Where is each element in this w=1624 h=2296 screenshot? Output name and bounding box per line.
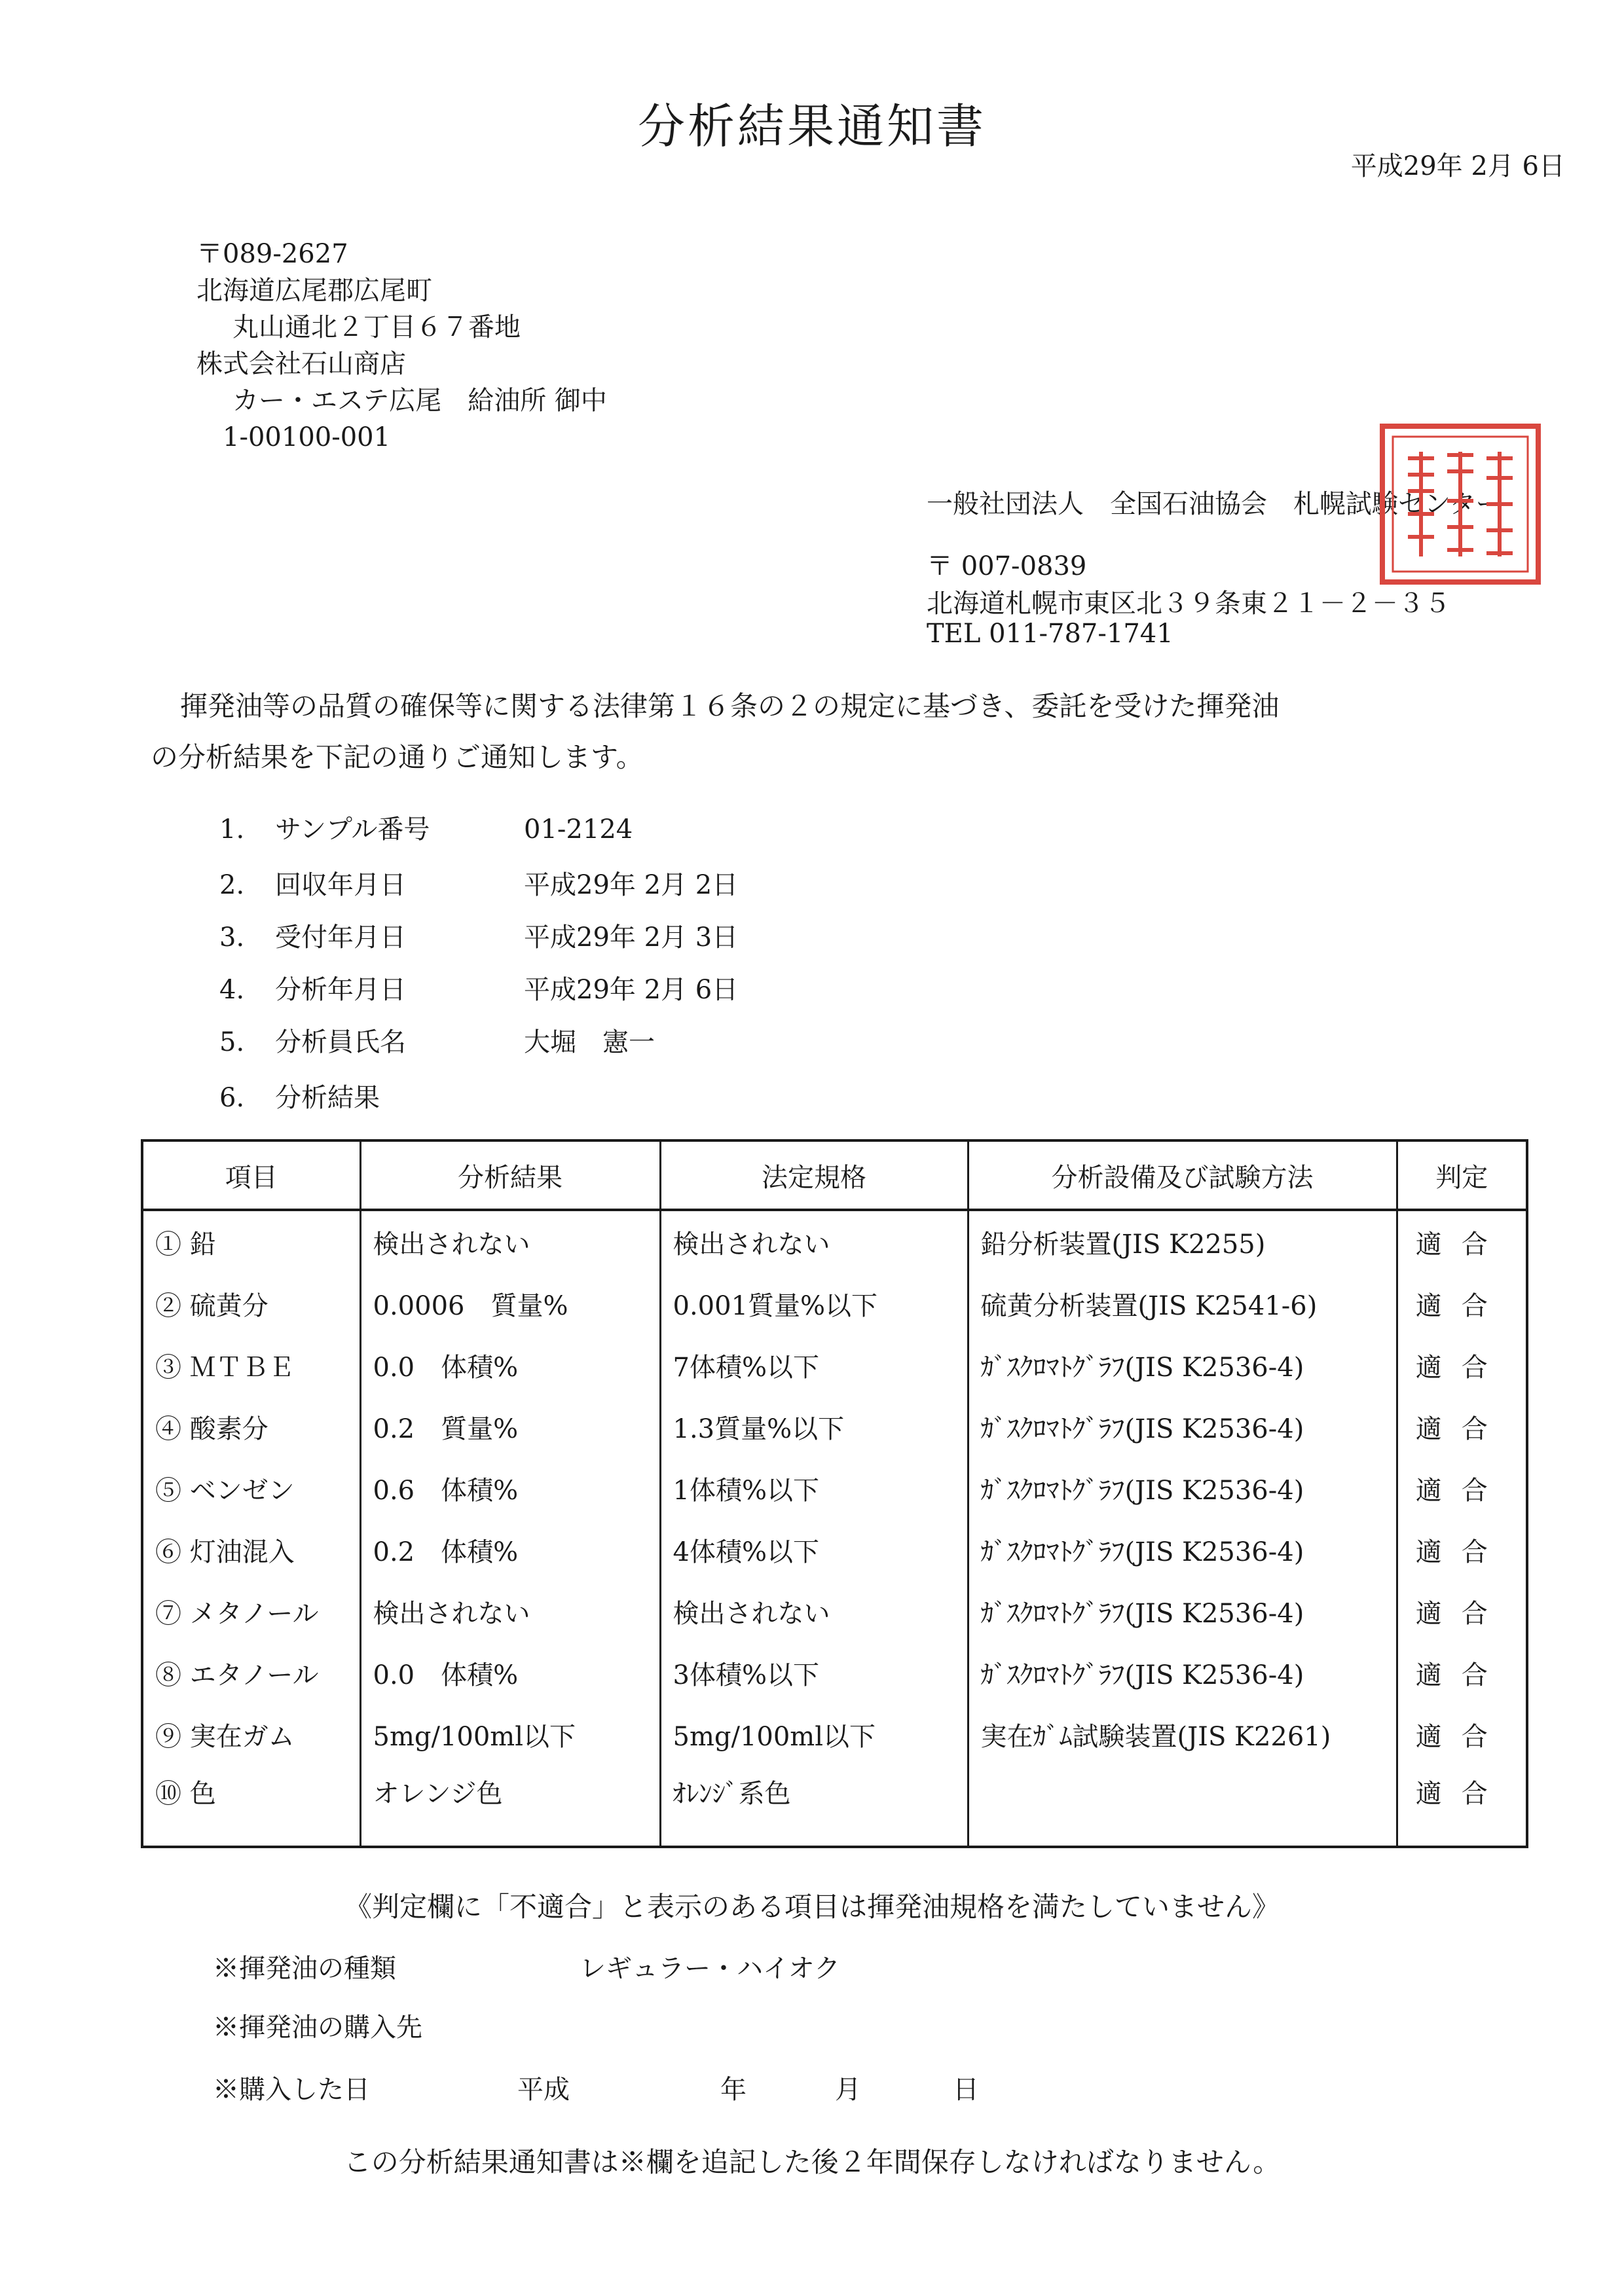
recipient-address-line1: 北海道広尾郡広尾町: [196, 276, 432, 306]
intro-line-2: の分析結果を下記の通りご通知します。: [151, 741, 644, 773]
sender-organization: 一般社団法人 全国石油協会 札幌試験センター: [927, 489, 1502, 519]
cell-standard: 7体積%以下: [660, 1334, 968, 1396]
cell-result: 0.0 体積%: [360, 1334, 660, 1396]
retention-footer: この分析結果通知書は※欄を追記した後２年間保存しなければなりません。: [343, 2146, 1281, 2178]
item-value: 平成29年 2月 6日: [524, 975, 739, 1005]
recipient-address-line2: 丸山通北２丁目６７番地: [232, 312, 521, 342]
cell-standard: 検出されない: [660, 1210, 968, 1273]
column-header-method: 分析設備及び試験方法: [968, 1140, 1397, 1210]
cell-standard: 0.001質量%以下: [660, 1273, 968, 1334]
cell-method: 硫黄分析装置(JIS K2541-6): [968, 1273, 1397, 1334]
cell-verdict: 適合: [1397, 1519, 1527, 1580]
item-label: 分析年月日: [275, 975, 406, 1005]
cell-method: 実在ｶﾞﾑ試験装置(JIS K2261): [968, 1704, 1397, 1765]
item-label: 分析結果: [275, 1083, 380, 1113]
table-row: [142, 1704, 1527, 1765]
cell-verdict: 適合: [1397, 1273, 1527, 1334]
cell-standard: 3体積%以下: [660, 1642, 968, 1704]
purchase-day: 日: [953, 2075, 979, 2105]
cell-verdict: 適合: [1397, 1210, 1527, 1273]
cell-item: ⑧ エタノール: [142, 1642, 360, 1704]
cell-method: ｶﾞｽｸﾛﾏﾄｸﾞﾗﾌ(JIS K2536-4): [968, 1519, 1397, 1580]
cell-method: 鉛分析装置(JIS K2255): [968, 1210, 1397, 1273]
info-item-results: [219, 1077, 524, 1114]
cell-result: 0.2 質量%: [360, 1396, 660, 1457]
analysis-results-table: [141, 1139, 1528, 1848]
cell-method: [968, 1765, 1397, 1847]
cell-item: ② 硫黄分: [142, 1273, 360, 1334]
item-number: 4.: [219, 975, 245, 1005]
item-value: 大堀 憲一: [524, 1027, 655, 1057]
fuel-type-value: レギュラー・ハイオク: [580, 1954, 840, 1984]
cell-item: ⑩ 色: [142, 1765, 360, 1847]
table-header-row: [142, 1140, 1527, 1210]
recipient-branch: カー・エステ広尾 給油所 御中: [232, 386, 607, 416]
cell-standard: 5mg/100ml以下: [660, 1704, 968, 1765]
cell-item: ⑤ ベンゼン: [142, 1457, 360, 1519]
fuel-type-label: ※揮発油の種類: [213, 1954, 396, 1984]
recipient-code: 1-00100-001: [223, 422, 391, 452]
recipient-postal: 〒089-2627: [196, 239, 348, 269]
cell-result: 0.6 体積%: [360, 1457, 660, 1519]
table-row: [142, 1519, 1527, 1580]
info-item-receipt-date: [219, 917, 738, 954]
item-value: 01-2124: [524, 814, 633, 845]
item-value: 平成29年 2月 2日: [524, 870, 739, 900]
cell-verdict: 適合: [1397, 1704, 1527, 1765]
info-item-analyst: [219, 1021, 655, 1059]
column-header-item: 項目: [142, 1140, 360, 1210]
table-row: [142, 1334, 1527, 1396]
intro-line-1: 揮発油等の品質の確保等に関する法律第１６条の２の規定に基づき、委託を受けた揮発油: [180, 690, 1280, 722]
purchase-year: 年: [720, 2075, 747, 2105]
cell-verdict: 適合: [1397, 1580, 1527, 1642]
cell-method: ｶﾞｽｸﾛﾏﾄｸﾞﾗﾌ(JIS K2536-4): [968, 1457, 1397, 1519]
item-value: 平成29年 2月 3日: [524, 922, 739, 953]
purchase-era: 平成: [517, 2075, 570, 2105]
column-header-result: 分析結果: [360, 1140, 660, 1210]
recipient-company: 株式会社石山商店: [196, 349, 406, 379]
item-label: 受付年月日: [275, 922, 406, 953]
cell-standard: ｵﾚﾝｼﾞ系色: [660, 1765, 968, 1847]
table-row: [142, 1642, 1527, 1704]
cell-result: 0.0 体積%: [360, 1642, 660, 1704]
cell-method: ｶﾞｽｸﾛﾏﾄｸﾞﾗﾌ(JIS K2536-4): [968, 1334, 1397, 1396]
cell-verdict: 適合: [1397, 1457, 1527, 1519]
cell-result: オレンジ色: [360, 1765, 660, 1847]
recipient-address: [196, 236, 607, 456]
table-row: [142, 1273, 1527, 1334]
issue-date: 平成29年 2月 6日: [1350, 151, 1565, 181]
cell-result: 5mg/100ml以下: [360, 1704, 660, 1765]
purchase-date-label: ※購入した日: [213, 2075, 370, 2105]
cell-method: ｶﾞｽｸﾛﾏﾄｸﾞﾗﾌ(JIS K2536-4): [968, 1396, 1397, 1457]
cell-item: ③ ＭＴＢＥ: [142, 1334, 360, 1396]
sender-postal: 〒 007-0839: [927, 551, 1087, 581]
cell-item: ⑥ 灯油混入: [142, 1519, 360, 1580]
table-row: [142, 1580, 1527, 1642]
cell-result: 0.0006 質量%: [360, 1273, 660, 1334]
item-label: 分析員氏名: [275, 1027, 406, 1057]
purchase-month: 月: [835, 2075, 861, 2105]
cell-standard: 1体積%以下: [660, 1457, 968, 1519]
info-item-sample: [219, 809, 633, 846]
verdict-notice: 《判定欄に「不適合」と表示のある項目は揮発油規格を満たしていません》: [344, 1891, 1280, 1923]
column-header-verdict: 判定: [1397, 1140, 1527, 1210]
table-row: [142, 1396, 1527, 1457]
cell-result: 0.2 体積%: [360, 1519, 660, 1580]
item-number: 1.: [219, 814, 245, 845]
cell-result: 検出されない: [360, 1210, 660, 1273]
item-label: 回収年月日: [275, 870, 406, 900]
table-row: [142, 1457, 1527, 1519]
item-number: 5.: [219, 1027, 245, 1057]
intro-text: [151, 681, 1279, 783]
table-row: [142, 1210, 1527, 1273]
seal-stamp: [1378, 422, 1542, 586]
sender-address: 北海道札幌市東区北３９条東２１－２－３５: [927, 589, 1450, 619]
item-label: サンプル番号: [275, 814, 430, 845]
table-row: [142, 1765, 1527, 1847]
cell-standard: 4体積%以下: [660, 1519, 968, 1580]
cell-method: ｶﾞｽｸﾛﾏﾄｸﾞﾗﾌ(JIS K2536-4): [968, 1580, 1397, 1642]
column-header-standard: 法定規格: [660, 1140, 968, 1210]
cell-item: ⑨ 実在ガム: [142, 1704, 360, 1765]
cell-verdict: 適合: [1397, 1334, 1527, 1396]
cell-standard: 検出されない: [660, 1580, 968, 1642]
sender-tel: TEL 011-787-1741: [927, 619, 1173, 649]
cell-verdict: 適合: [1397, 1765, 1527, 1847]
document-title: 分析結果通知書: [637, 99, 986, 154]
cell-item: ⑦ メタノール: [142, 1580, 360, 1642]
item-number: 6.: [219, 1083, 245, 1113]
info-item-analysis-date: [219, 969, 738, 1006]
item-number: 2.: [219, 870, 245, 900]
cell-item: ④ 酸素分: [142, 1396, 360, 1457]
cell-result: 検出されない: [360, 1580, 660, 1642]
cell-standard: 1.3質量%以下: [660, 1396, 968, 1457]
cell-verdict: 適合: [1397, 1642, 1527, 1704]
item-number: 3.: [219, 922, 245, 953]
cell-method: ｶﾞｽｸﾛﾏﾄｸﾞﾗﾌ(JIS K2536-4): [968, 1642, 1397, 1704]
info-item-collection-date: [219, 864, 738, 902]
purchase-source-label: ※揮発油の購入先: [213, 2013, 422, 2043]
cell-item: ① 鉛: [142, 1210, 360, 1273]
cell-verdict: 適合: [1397, 1396, 1527, 1457]
